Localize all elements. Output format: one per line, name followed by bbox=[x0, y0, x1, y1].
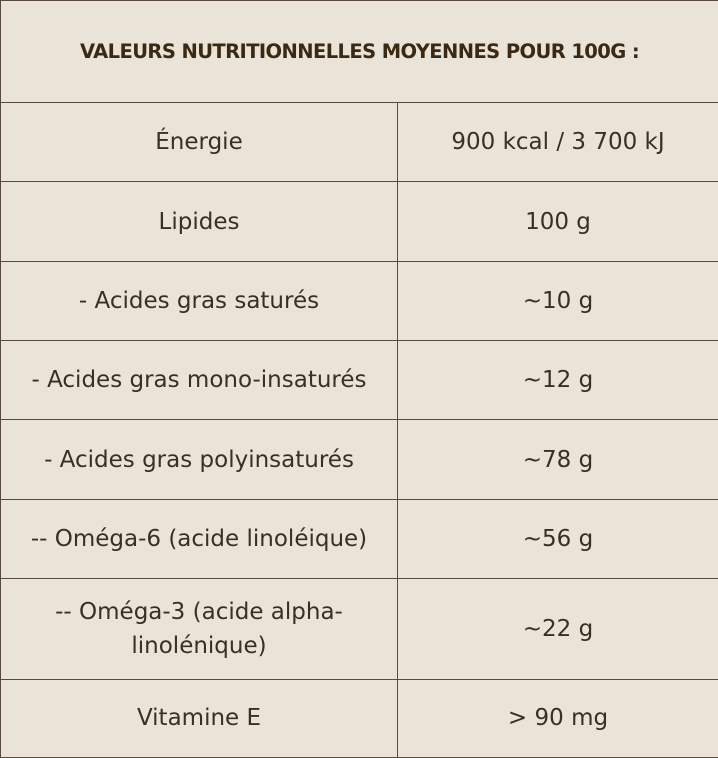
nutrient-value: 900 kcal / 3 700 kJ bbox=[398, 103, 718, 182]
nutrient-value: ~56 g bbox=[398, 499, 718, 578]
table-row bbox=[1, 182, 718, 261]
nutrient-label: Énergie bbox=[1, 103, 398, 182]
nutrient-label: - Acides gras polyinsaturés bbox=[1, 420, 398, 499]
nutrient-label: Vitamine E bbox=[1, 679, 398, 757]
table-title: VALEURS NUTRITIONNELLES MOYENNES POUR 100G : bbox=[1, 1, 718, 103]
table-row bbox=[1, 103, 718, 182]
nutrient-label: -- Oméga-6 (acide linoléique) bbox=[1, 499, 398, 578]
table-row bbox=[1, 420, 718, 499]
nutrient-value: > 90 mg bbox=[398, 679, 718, 757]
table-row bbox=[1, 499, 718, 578]
nutrient-label: Lipides bbox=[1, 182, 398, 261]
nutrient-value: 100 g bbox=[398, 182, 718, 261]
nutrient-value: ~22 g bbox=[398, 579, 718, 679]
table-row bbox=[1, 679, 718, 757]
nutrient-value: ~78 g bbox=[398, 420, 718, 499]
table-header-row bbox=[1, 1, 718, 103]
table-row bbox=[1, 341, 718, 420]
nutrient-value: ~12 g bbox=[398, 341, 718, 420]
nutrient-label: - Acides gras mono-insaturés bbox=[1, 341, 398, 420]
nutrient-label: -- Oméga-3 (acide alpha-linolénique) bbox=[1, 579, 398, 679]
table-row bbox=[1, 579, 718, 679]
nutrient-label: - Acides gras saturés bbox=[1, 261, 398, 340]
table-row bbox=[1, 261, 718, 340]
nutrient-value: ~10 g bbox=[398, 261, 718, 340]
